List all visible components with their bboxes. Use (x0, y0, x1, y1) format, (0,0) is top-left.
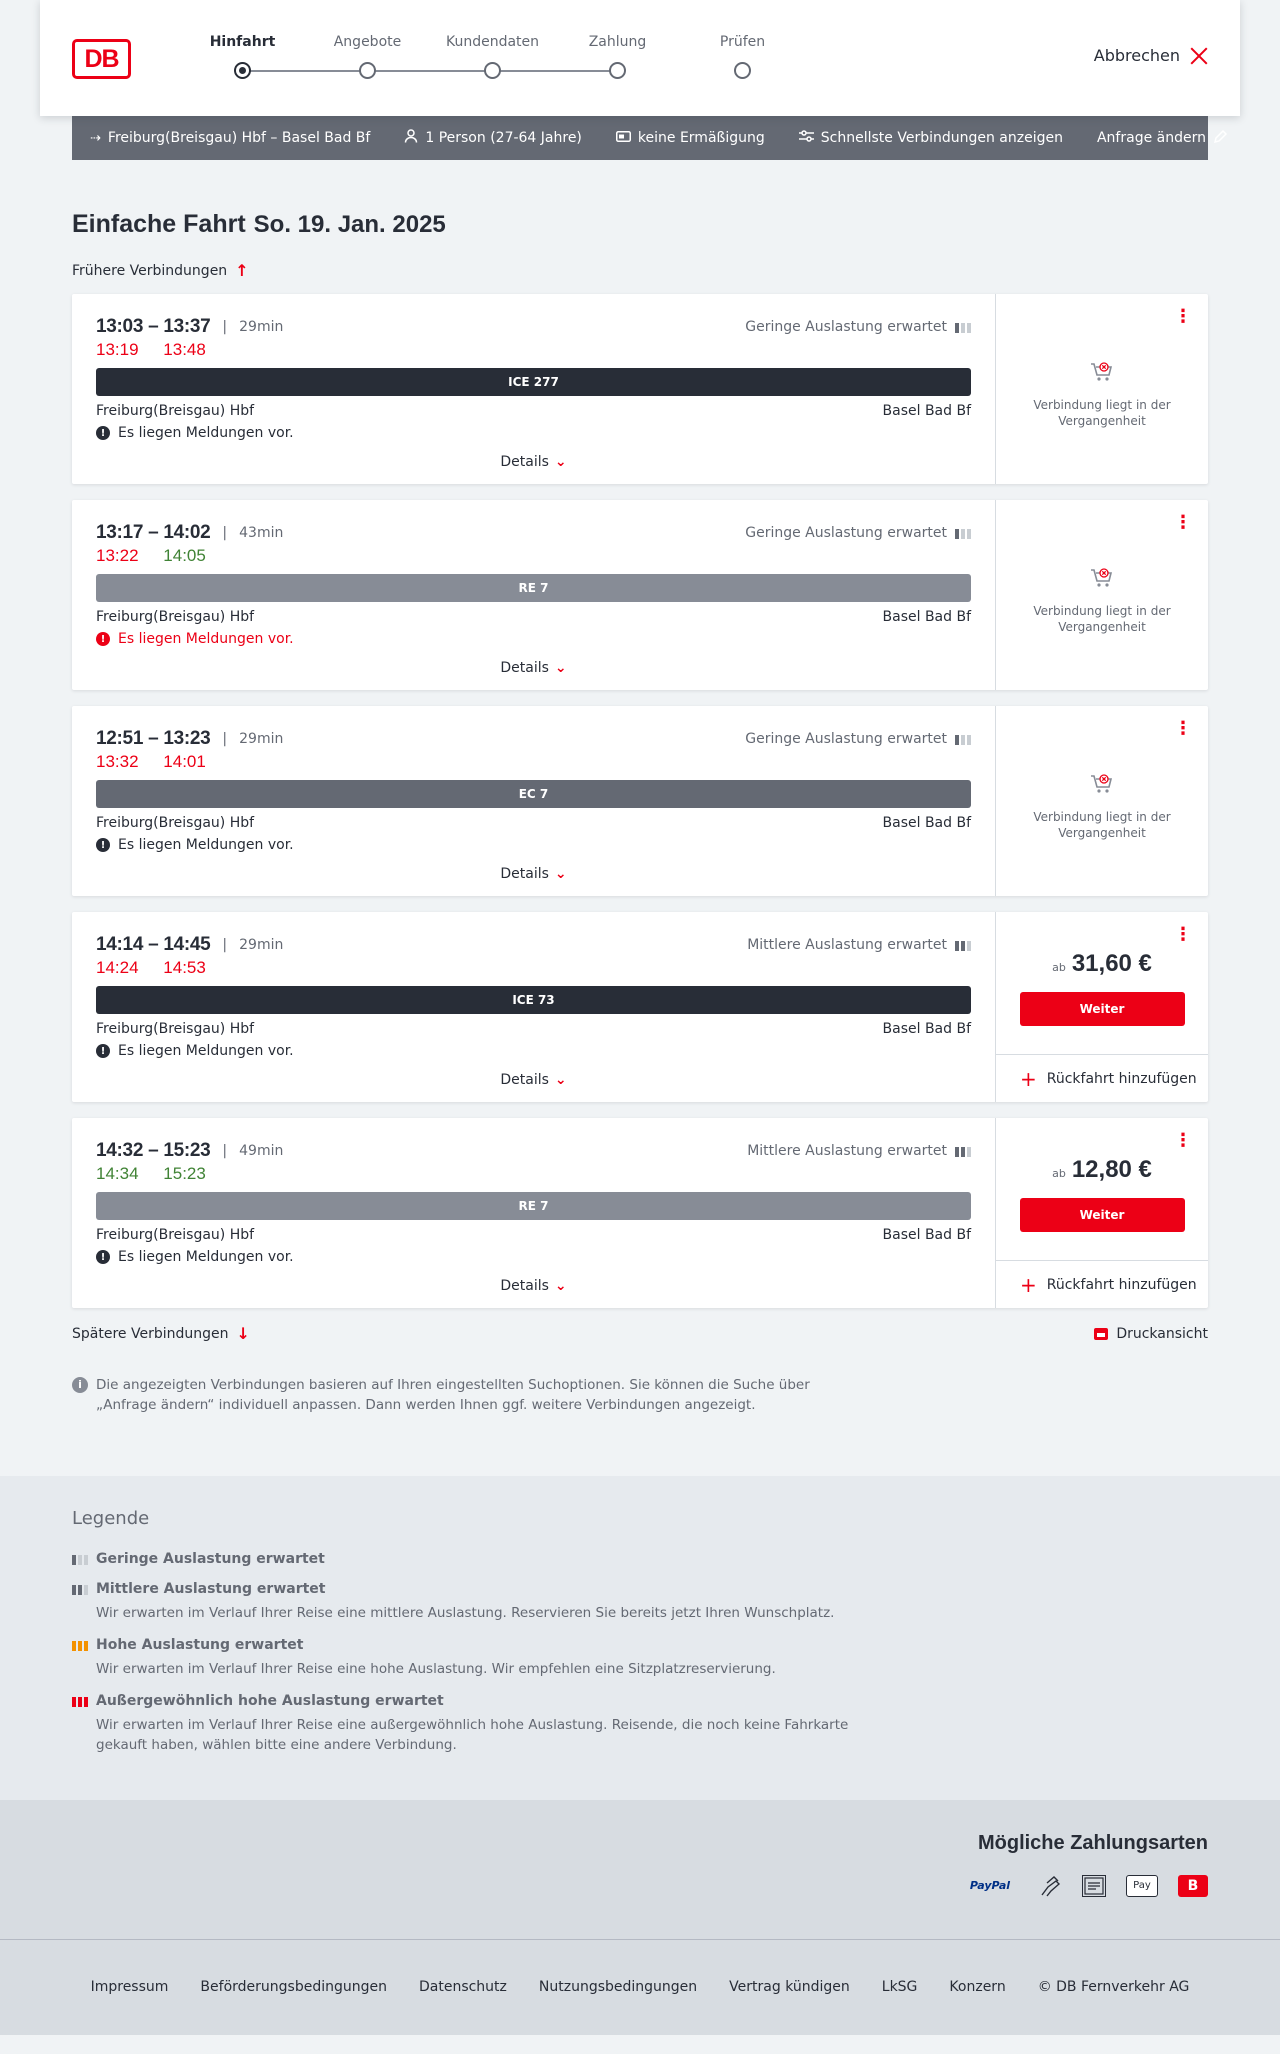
cart-unavailable-icon (1089, 565, 1115, 591)
connection-offer (996, 912, 1208, 1102)
pencil-icon (1213, 129, 1228, 148)
duration: 29min (239, 937, 284, 953)
payment-methods-section (0, 1800, 1280, 1939)
occupancy-medium-icon (72, 1583, 88, 1595)
details-toggle[interactable] (72, 454, 995, 470)
messages-notice (96, 631, 971, 647)
duration: 49min (239, 1143, 284, 1159)
messages-notice (96, 837, 971, 853)
arrow-down-icon: ↓ (236, 1324, 250, 1343)
fastest-toggle[interactable] (799, 130, 1063, 146)
destination-station: Basel Bad Bf (882, 1227, 971, 1243)
occupancy-label: Geringe Auslastung erwartet (745, 731, 947, 747)
messages-notice (96, 1249, 971, 1265)
stations (96, 1227, 971, 1243)
close-icon (1190, 47, 1208, 65)
more-options-icon[interactable]: ⋮ (1174, 924, 1192, 945)
footer-link-lksg[interactable]: LkSG (881, 1979, 918, 1995)
price-prefix: ab (1052, 961, 1066, 974)
train-bar[interactable]: ICE 277 (96, 368, 971, 396)
footer-copyright: © DB Fernverkehr AG (1037, 1979, 1190, 1995)
chevron-down-icon: ⌄ (554, 454, 567, 470)
chevron-down-icon: ⌄ (554, 866, 567, 882)
add-return-button[interactable] (996, 1260, 1208, 1308)
plus-icon: + (1020, 1272, 1037, 1297)
train-bar[interactable]: EC 7 (96, 780, 971, 808)
occupancy-high-icon (72, 1639, 88, 1651)
alert-icon: ! (96, 632, 110, 646)
duration: 29min (239, 319, 284, 335)
add-return-button[interactable] (996, 1054, 1208, 1102)
alert-icon: ! (96, 1250, 110, 1264)
realtime-arrival: 14:01 (163, 752, 206, 771)
cancel-label: Abbrechen (1093, 46, 1180, 65)
occupancy-label: Mittlere Auslastung erwartet (747, 1143, 947, 1159)
legend-item-low (72, 1551, 852, 1567)
duration: 43min (239, 525, 284, 541)
realtime-times (96, 340, 971, 360)
step-dot (484, 62, 501, 79)
filter-sliders-icon (799, 130, 814, 146)
list-footer (72, 1324, 1208, 1343)
discount-summary (616, 130, 765, 146)
alert-icon: ! (96, 1044, 110, 1058)
realtime-departure: 13:32 (96, 752, 139, 771)
bahncard-icon (616, 131, 631, 146)
step-dot (234, 62, 251, 79)
legend-desc: Wir erwarten im Verlauf Ihrer Reise eine außergewöhnlich hohe Auslastung. Reisende, die noch keine Fahrkarte gekauft haben, wählen bitte eine andere Verbindung. (96, 1717, 849, 1754)
discount-label: keine Ermäßigung (637, 130, 765, 146)
legend-desc: Wir erwarten im Verlauf Ihrer Reise eine hohe Auslastung. Wir empfehlen eine Sitzplatzreservierung. (96, 1660, 776, 1677)
stations (96, 609, 971, 625)
details-toggle[interactable] (72, 1278, 995, 1294)
occupancy-medium-icon (955, 939, 971, 951)
occupancy-label: Geringe Auslastung erwartet (745, 319, 947, 335)
credit-card-hand-icon (1038, 1875, 1062, 1897)
search-info-note (72, 1375, 852, 1416)
print-label: Druckansicht (1116, 1325, 1208, 1342)
realtime-arrival: 14:05 (163, 546, 206, 565)
separator: | (222, 319, 228, 335)
legend-title: Legende (72, 1507, 150, 1529)
occupancy-low-icon (955, 527, 971, 539)
duration: 29min (239, 731, 284, 747)
search-summary-bar (72, 116, 1208, 160)
footer-link-konzern[interactable]: Konzern (949, 1979, 1006, 1995)
origin-station: Freiburg(Breisgau) Hbf (96, 609, 255, 625)
stepper-line (250, 70, 610, 72)
earlier-connections-link[interactable] (72, 261, 249, 280)
occupancy-very-high-icon (72, 1695, 88, 1707)
connection-offer (996, 500, 1208, 690)
occupancy-info (745, 731, 971, 747)
messages-notice (96, 425, 971, 441)
info-text: Die angezeigten Verbindungen basieren auf Ihren eingestellten Suchoptionen. Sie können die Suche über „Anfrage ändern“ individuell anpassen. Dann werden Ihnen ggf. weitere Verbindungen angezeigt. (96, 1377, 810, 1414)
train-bar[interactable]: ICE 73 (96, 986, 971, 1014)
occupancy-low-icon (955, 733, 971, 745)
alert-icon: ! (96, 426, 110, 440)
chevron-down-icon: ⌄ (554, 1072, 567, 1088)
legend-item-high (72, 1637, 852, 1679)
chevron-down-icon: ⌄ (554, 1278, 567, 1294)
connection-card (72, 294, 1208, 484)
stations (96, 403, 971, 419)
occupancy-info (747, 937, 971, 953)
occupancy-low-icon (955, 321, 971, 333)
legend-section (0, 1476, 1280, 1800)
info-icon: i (72, 1377, 88, 1393)
legend-head: Hohe Auslastung erwartet (96, 1636, 304, 1653)
change-request-label: Anfrage ändern (1096, 130, 1206, 146)
realtime-times (96, 958, 971, 978)
step-label: Angebote (333, 34, 402, 50)
occupancy-label: Geringe Auslastung erwartet (745, 525, 947, 541)
planned-times: 13:17 – 14:02 (96, 522, 211, 543)
occupancy-low-icon (72, 1553, 88, 1565)
footer-link-datenschutz[interactable]: Datenschutz (418, 1979, 507, 1995)
connection-card (72, 500, 1208, 690)
step-zahlung (555, 34, 680, 56)
arrow-up-icon: ↑ (235, 261, 249, 280)
separator: | (222, 731, 228, 747)
realtime-arrival: 13:48 (163, 340, 206, 359)
footer-link-impressum[interactable]: Impressum (90, 1979, 169, 1995)
occupancy-info (745, 525, 971, 541)
stations (96, 815, 971, 831)
more-options-icon[interactable]: ⋮ (1174, 512, 1192, 533)
connection-offer (996, 1118, 1208, 1308)
more-options-icon[interactable]: ⋮ (1174, 1130, 1192, 1151)
destination-station: Basel Bad Bf (882, 403, 971, 419)
title-date: So. 19. Jan. 2025 (253, 211, 446, 238)
connection-card (72, 1118, 1208, 1308)
persons-label: 1 Person (27-64 Jahre) (425, 130, 582, 146)
planned-times: 14:14 – 14:45 (96, 934, 211, 955)
step-label: Kundendaten (445, 34, 540, 50)
fastest-label: Schnellste Verbindungen anzeigen (820, 130, 1063, 146)
price-value: 31,60 € (1071, 950, 1152, 977)
step-pruefen (680, 34, 805, 56)
messages-label: Es liegen Meldungen vor. (118, 631, 294, 647)
db-logo[interactable]: DB (72, 39, 131, 79)
cancel-button[interactable] (1094, 46, 1208, 65)
origin-station: Freiburg(Breisgau) Hbf (96, 1227, 255, 1243)
person-icon (404, 129, 418, 147)
occupancy-info (747, 1143, 971, 1159)
apple-pay-icon (1126, 1875, 1158, 1897)
connection-info (72, 1118, 996, 1308)
occupancy-label: Mittlere Auslastung erwartet (747, 937, 947, 953)
stations (96, 1021, 971, 1037)
connection-info (72, 706, 996, 896)
train-bar[interactable]: RE 7 (96, 574, 971, 602)
payment-icons (72, 1875, 1208, 1897)
route-label: Freiburg(Breisgau) Hbf – Basel Bad Bf (107, 130, 371, 146)
train-bar[interactable]: RE 7 (96, 1192, 971, 1220)
legend-item-very-high (72, 1693, 852, 1756)
more-options-icon[interactable]: ⋮ (1174, 718, 1192, 739)
details-label: Details (500, 454, 549, 470)
earlier-label: Frühere Verbindungen (72, 262, 228, 279)
realtime-departure: 13:22 (96, 546, 139, 565)
cart-unavailable-icon (1089, 359, 1115, 385)
origin-station: Freiburg(Breisgau) Hbf (96, 403, 255, 419)
legend-head: Geringe Auslastung erwartet (96, 1550, 325, 1567)
print-view-link[interactable] (1094, 1326, 1208, 1342)
details-label: Details (500, 1072, 549, 1088)
cart-unavailable-icon (1089, 771, 1115, 797)
realtime-times (96, 546, 971, 566)
chevron-down-icon: ⌄ (554, 660, 567, 676)
realtime-departure: 14:34 (96, 1164, 139, 1183)
origin-station: Freiburg(Breisgau) Hbf (96, 815, 255, 831)
connection-info (72, 912, 996, 1102)
legend-desc: Wir erwarten im Verlauf Ihrer Reise eine mittlere Auslastung. Reservieren Sie bereits jetzt Ihren Wunschplatz. (96, 1604, 835, 1621)
separator: | (222, 525, 228, 541)
messages-notice (96, 1043, 971, 1059)
sepa-icon (1082, 1875, 1106, 1897)
origin-station: Freiburg(Breisgau) Hbf (96, 1021, 255, 1037)
messages-label: Es liegen Meldungen vor. (118, 837, 294, 853)
price (1052, 1156, 1152, 1184)
details-label: Details (500, 1278, 549, 1294)
footer-link-nutzungsbedingungen[interactable]: Nutzungsbedingungen (538, 1979, 698, 1995)
footer-link-befoerderungsbedingungen[interactable]: Beförderungsbedingungen (200, 1979, 387, 1995)
details-label: Details (500, 660, 549, 676)
separator: | (222, 1143, 228, 1159)
price (1052, 950, 1152, 978)
occupancy-info (745, 319, 971, 335)
connection-info (72, 500, 996, 690)
step-dot (609, 62, 626, 79)
realtime-departure: 13:19 (96, 340, 139, 359)
messages-label: Es liegen Meldungen vor. (118, 1043, 294, 1059)
destination-station: Basel Bad Bf (882, 1021, 971, 1037)
db-payment-icon: B (1178, 1875, 1208, 1897)
apple-pay-label: Pay (1133, 1880, 1151, 1891)
continue-button[interactable]: Weiter (1020, 992, 1185, 1026)
add-return-label: Rückfahrt hinzufügen (1046, 1070, 1197, 1087)
page-title (72, 210, 1208, 239)
messages-label: Es liegen Meldungen vor. (118, 425, 294, 441)
connection-info (72, 294, 996, 484)
connection-card (72, 912, 1208, 1102)
footer-link-vertrag-kuendigen[interactable]: Vertrag kündigen (729, 1979, 850, 1995)
planned-times: 14:32 – 15:23 (96, 1140, 211, 1161)
connection-offer (996, 706, 1208, 896)
main-content (72, 160, 1208, 1416)
step-label: Zahlung (588, 34, 647, 50)
realtime-arrival: 15:23 (163, 1164, 206, 1183)
header (40, 0, 1240, 116)
legend-item-medium (72, 1581, 852, 1623)
payment-title: Mögliche Zahlungsarten (977, 1831, 1208, 1854)
realtime-times (96, 752, 971, 772)
step-label: Hinfahrt (209, 34, 276, 50)
past-label: Verbindung liegt in der Vergangenheit (1033, 809, 1171, 840)
route-summary (90, 130, 370, 146)
title-trip-type: Einfache Fahrt (72, 210, 246, 238)
destination-station: Basel Bad Bf (882, 609, 971, 625)
details-label: Details (500, 866, 549, 882)
alert-icon: ! (96, 838, 110, 852)
planned-times: 13:03 – 13:37 (96, 316, 211, 337)
step-dot (359, 62, 376, 79)
step-hinfahrt (180, 34, 305, 56)
route-arrow-icon: ⇢ (90, 130, 101, 146)
step-angebote (305, 34, 430, 56)
progress-stepper (180, 34, 766, 84)
realtime-times (96, 1164, 971, 1184)
footer (0, 1939, 1280, 2035)
details-toggle[interactable] (72, 660, 995, 676)
destination-station: Basel Bad Bf (882, 815, 971, 831)
past-label: Verbindung liegt in der Vergangenheit (1033, 397, 1171, 428)
realtime-departure: 14:24 (96, 958, 139, 977)
plus-icon: + (1020, 1066, 1037, 1091)
details-toggle[interactable] (72, 1072, 995, 1088)
step-label: Prüfen (719, 34, 766, 50)
persons-summary (404, 129, 582, 147)
legend-head: Außergewöhnlich hohe Auslastung erwartet (96, 1693, 444, 1709)
step-dot (734, 62, 751, 79)
occupancy-medium-icon (955, 1145, 971, 1157)
past-label: Verbindung liegt in der Vergangenheit (1033, 603, 1171, 634)
realtime-arrival: 14:53 (163, 958, 206, 977)
paypal-icon: PayPal (969, 1879, 1011, 1892)
details-toggle[interactable] (72, 866, 995, 882)
change-request-button[interactable] (1097, 129, 1228, 148)
step-kundendaten (430, 34, 555, 56)
add-return-label: Rückfahrt hinzufügen (1046, 1276, 1197, 1293)
connection-card (72, 706, 1208, 896)
connection-offer (996, 294, 1208, 484)
later-label: Spätere Verbindungen (72, 1325, 229, 1342)
later-connections-link[interactable] (72, 1324, 250, 1343)
separator: | (222, 937, 228, 953)
price-value: 12,80 € (1071, 1156, 1152, 1183)
printer-icon (1094, 1328, 1108, 1340)
messages-label: Es liegen Meldungen vor. (118, 1249, 294, 1265)
continue-button[interactable]: Weiter (1020, 1198, 1185, 1232)
connection-list (72, 294, 1208, 1308)
price-prefix: ab (1052, 1167, 1066, 1180)
planned-times: 12:51 – 13:23 (96, 728, 211, 749)
legend-head: Mittlere Auslastung erwartet (96, 1580, 326, 1597)
more-options-icon[interactable]: ⋮ (1174, 306, 1192, 327)
